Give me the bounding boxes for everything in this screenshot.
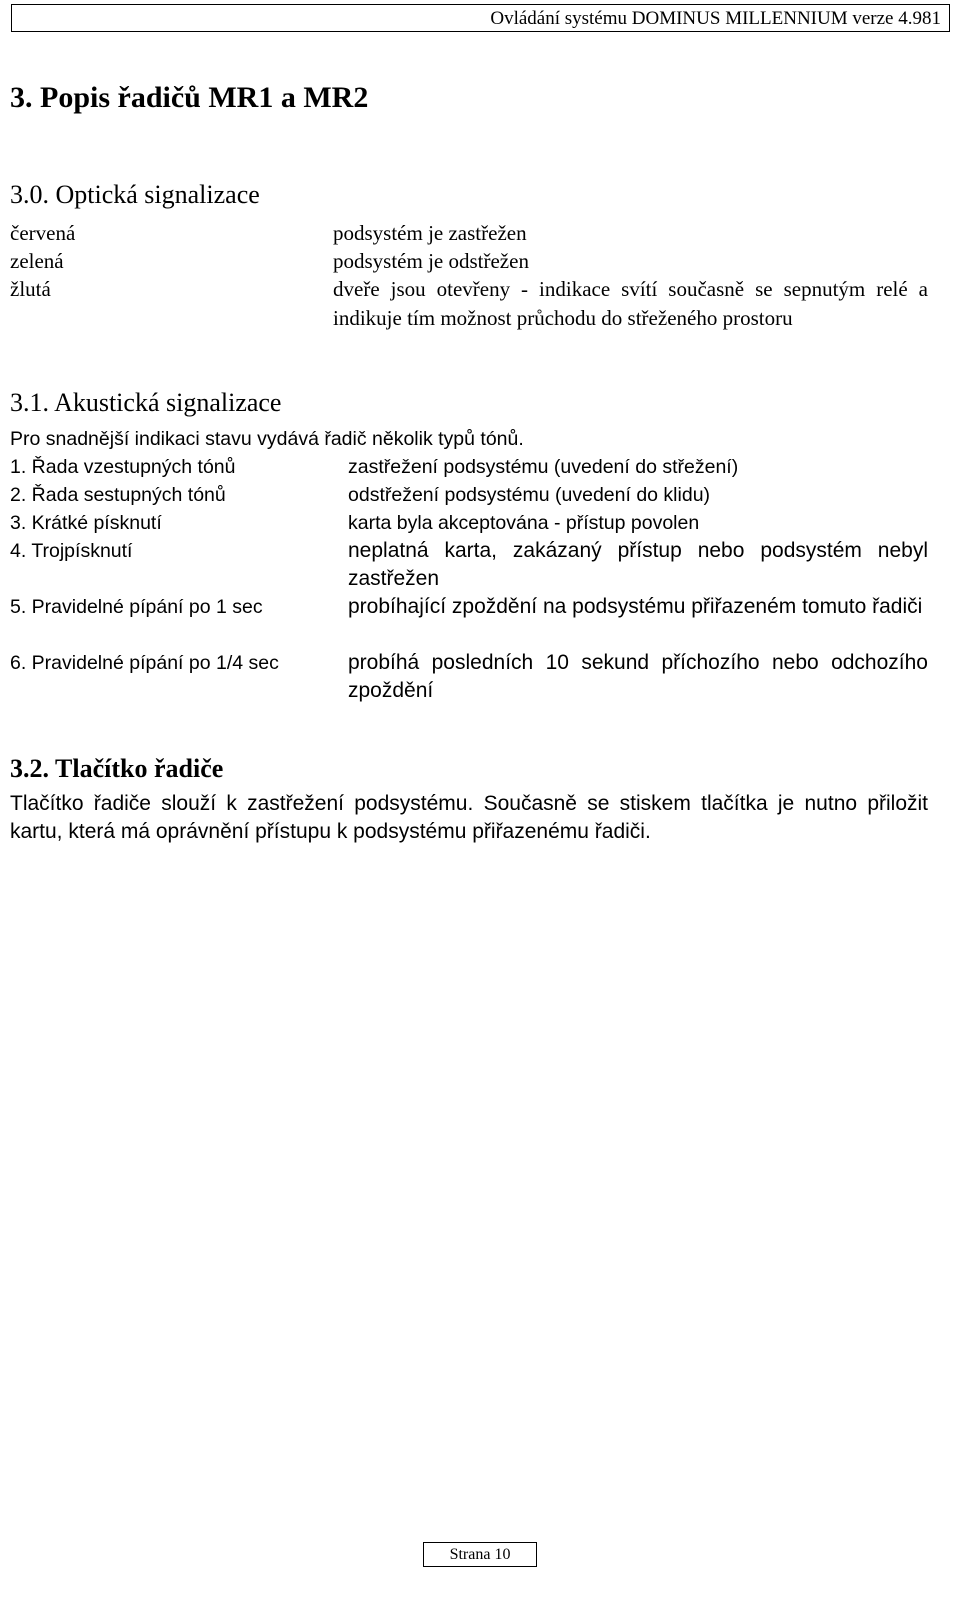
- optical-label-green: zelená: [10, 249, 64, 273]
- section-title: 3. Popis řadičů MR1 a MR2: [10, 81, 369, 114]
- acoustic-item-description: probíhající zpoždění na podsystému přiřazeném tomuto řadiči: [348, 595, 923, 618]
- page-footer: [423, 1542, 537, 1567]
- acoustic-item-label: 4. Trojpísknutí: [10, 540, 133, 562]
- acoustic-item-label: 3. Krátké písknutí: [10, 512, 162, 534]
- acoustic-heading: 3.1. Akustická signalizace: [10, 388, 282, 417]
- button-paragraph: Tlačítko řadiče slouží k zastřežení podsystému. Současně se stiskem tlačítka je nutno přiložit kartu, která má oprávnění přístupu k podsystému přiřazenému řadiči.: [10, 792, 928, 843]
- header-title: Ovládání systému DOMINUS MILLENNIUM verze 4.981: [490, 8, 941, 29]
- optical-desc-red: podsystém je zastřežen: [333, 221, 527, 245]
- button-heading: 3.2. Tlačítko řadiče: [10, 754, 224, 783]
- acoustic-item-label: 2. Řada sestupných tónů: [10, 484, 226, 506]
- acoustic-intro: Pro snadnější indikaci stavu vydává řadič několik typů tónů.: [10, 428, 524, 450]
- optical-heading: 3.0. Optická signalizace: [10, 180, 260, 209]
- optical-desc-yellow: dveře jsou otevřeny - indikace svítí současně se sepnutým relé a indikuje tím možnost průchodu do střeženého prostoru: [333, 277, 928, 330]
- page-number: Strana 10: [449, 1546, 511, 1563]
- optical-desc-green: podsystém je odstřežen: [333, 249, 529, 273]
- optical-label-red: červená: [10, 221, 76, 245]
- acoustic-item-label: 5. Pravidelné pípání po 1 sec: [10, 596, 263, 618]
- acoustic-item-description: zastřežení podsystému (uvedení do střežení): [348, 456, 739, 478]
- acoustic-item-description: probíhá posledních 10 sekund příchozího nebo odchozího zpoždění: [348, 651, 928, 702]
- acoustic-item-description: neplatná karta, zakázaný přístup nebo podsystém nebyl zastřežen: [348, 539, 928, 590]
- acoustic-item-label: 1. Řada vzestupných tónů: [10, 456, 236, 478]
- acoustic-item-description: karta byla akceptována - přístup povolen: [348, 512, 700, 534]
- optical-label-yellow: žlutá: [10, 277, 51, 301]
- page-header: [11, 4, 950, 32]
- acoustic-item-label: 6. Pravidelné pípání po 1/4 sec: [10, 652, 279, 674]
- acoustic-item-description: odstřežení podsystému (uvedení do klidu): [348, 484, 711, 506]
